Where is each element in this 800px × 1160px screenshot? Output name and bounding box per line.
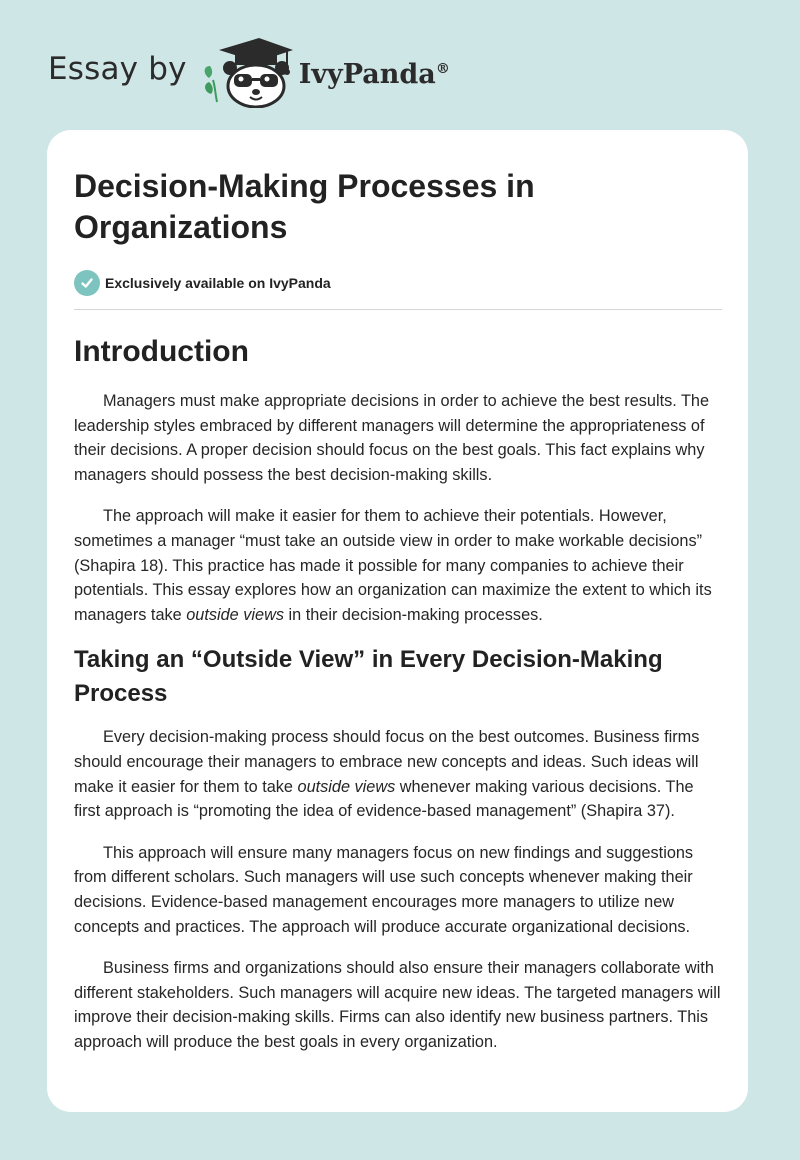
paragraph: Every decision-making process should focus on the best outcomes. Business firms should encourage their managers to embrace new concepts and ideas. Such ideas will make it easier for them to take outside views whenever making various decisions. The first approach is “promoting the idea of evidence-based management” (Shapira 37). xyxy=(74,728,700,821)
divider xyxy=(74,309,722,310)
essay-card xyxy=(47,130,748,1112)
check-circle-icon xyxy=(74,270,100,296)
section-heading-outside-view: Taking an “Outside View” in Every Decision-Making Process xyxy=(74,646,663,708)
paragraph: This approach will ensure many managers focus on new findings and suggestions from different scholars. Such managers will use such concepts whenever making their decisions. Evidence-based management encourages more managers to utilize new concepts and practices. The approach will produce accurate organizational decisions. xyxy=(74,843,694,936)
registered-mark: ® xyxy=(435,60,450,77)
emphasis: outside views xyxy=(297,777,396,796)
paragraph: Business firms and organizations should also ensure their managers collaborate with different stakeholders. Such managers will acquire new ideas. The targeted managers will improve their decision-making skills. Firms can also identify new business partners. This approach will produce the best goals in every organization. xyxy=(74,959,721,1051)
page-title: Decision-Making Processes in Organizations xyxy=(74,168,535,245)
panda-graduate-logo-icon[interactable] xyxy=(201,36,297,108)
paragraph: Managers must make appropriate decisions in order to achieve the best results. The leadership styles embraced by different managers will determine the appropriateness of their decisions. A proper decision should focus on the best goals. This fact explains why managers should possess the best decision-making skills. xyxy=(74,392,710,484)
site-header xyxy=(48,36,450,108)
exclusive-label: Exclusively available on IvyPanda xyxy=(105,275,331,291)
paragraph: The approach will make it easier for them to achieve their potentials. However, sometimes a manager “must take an outside view in order to make workable decisions” (Shapira 18). This practice has made it possible for many companies to achieve their potentials. This essay explores how an organization can maximize the extent to which its managers take outside views in their decision-making processes. xyxy=(74,507,712,624)
exclusive-badge xyxy=(74,270,722,296)
brand-name[interactable]: IvyPanda® xyxy=(298,58,450,90)
emphasis: outside views xyxy=(186,605,284,624)
brand-prefix: Essay by xyxy=(48,51,187,87)
section-heading-introduction: Introduction xyxy=(74,335,249,368)
